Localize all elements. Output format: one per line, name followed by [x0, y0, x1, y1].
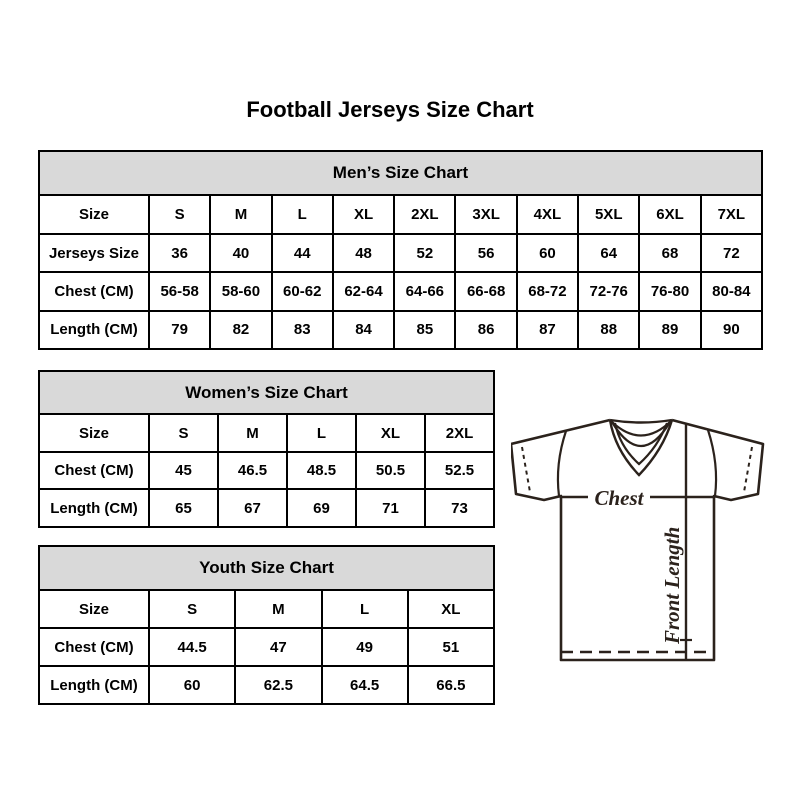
- table-row: [39, 414, 494, 452]
- value-cell: 49: [322, 628, 408, 666]
- value-cell: 2XL: [394, 195, 455, 233]
- value-cell: 72-76: [578, 272, 639, 310]
- jersey-measurement-diagram: [511, 402, 773, 664]
- value-cell: 65: [149, 489, 218, 527]
- value-cell: 64.5: [322, 666, 408, 704]
- value-cell: M: [235, 590, 321, 628]
- row-label-cell: Size: [39, 590, 149, 628]
- value-cell: 45: [149, 452, 218, 490]
- right-armhole-seam: [708, 430, 716, 496]
- table-row: [39, 195, 762, 233]
- mens-table-grid: [38, 150, 763, 350]
- row-label-cell: Chest (CM): [39, 628, 149, 666]
- value-cell: 2XL: [425, 414, 494, 452]
- table-header-row: [39, 151, 762, 195]
- value-cell: 4XL: [517, 195, 578, 233]
- table-row: [39, 590, 494, 628]
- value-cell: 64-66: [394, 272, 455, 310]
- table-row: [39, 489, 494, 527]
- value-cell: 46.5: [218, 452, 287, 490]
- value-cell: 86: [455, 311, 516, 349]
- value-cell: 85: [394, 311, 455, 349]
- value-cell: 69: [287, 489, 356, 527]
- value-cell: 58-60: [210, 272, 271, 310]
- value-cell: 7XL: [701, 195, 762, 233]
- value-cell: 87: [517, 311, 578, 349]
- value-cell: M: [218, 414, 287, 452]
- value-cell: 50.5: [356, 452, 425, 490]
- value-cell: 62-64: [333, 272, 394, 310]
- value-cell: 47: [235, 628, 321, 666]
- table-row: [39, 311, 762, 349]
- row-label-cell: Chest (CM): [39, 452, 149, 490]
- jersey-body-outline: [511, 420, 763, 660]
- youth-table-grid: [38, 545, 495, 705]
- value-cell: 68: [639, 234, 700, 272]
- front-length-label: Front Length: [660, 526, 684, 644]
- value-cell: 79: [149, 311, 210, 349]
- value-cell: 5XL: [578, 195, 639, 233]
- table-row: [39, 234, 762, 272]
- value-cell: XL: [356, 414, 425, 452]
- row-label-cell: Length (CM): [39, 489, 149, 527]
- page-title: Football Jerseys Size Chart: [246, 97, 534, 122]
- value-cell: 56: [455, 234, 516, 272]
- value-cell: 66.5: [408, 666, 494, 704]
- row-label-cell: Length (CM): [39, 311, 149, 349]
- value-cell: 64: [578, 234, 639, 272]
- value-cell: 71: [356, 489, 425, 527]
- value-cell: S: [149, 414, 218, 452]
- value-cell: 44.5: [149, 628, 235, 666]
- row-label-cell: Length (CM): [39, 666, 149, 704]
- value-cell: 51: [408, 628, 494, 666]
- value-cell: 80-84: [701, 272, 762, 310]
- value-cell: 48: [333, 234, 394, 272]
- row-label-cell: Chest (CM): [39, 272, 149, 310]
- value-cell: XL: [333, 195, 394, 233]
- row-label-cell: Jerseys Size: [39, 234, 149, 272]
- value-cell: 66-68: [455, 272, 516, 310]
- value-cell: L: [322, 590, 408, 628]
- mens-table-title: Men’s Size Chart: [39, 151, 762, 195]
- table-row: [39, 666, 494, 704]
- value-cell: 48.5: [287, 452, 356, 490]
- row-label-cell: Size: [39, 195, 149, 233]
- value-cell: 84: [333, 311, 394, 349]
- table-header-row: [39, 371, 494, 414]
- value-cell: 60: [149, 666, 235, 704]
- table-row: [39, 272, 762, 310]
- table-header-row: [39, 546, 494, 590]
- value-cell: 89: [639, 311, 700, 349]
- womens-table-grid: [38, 370, 495, 528]
- womens-table-title: Women’s Size Chart: [39, 371, 494, 414]
- value-cell: 68-72: [517, 272, 578, 310]
- value-cell: 40: [210, 234, 271, 272]
- value-cell: 36: [149, 234, 210, 272]
- value-cell: 62.5: [235, 666, 321, 704]
- value-cell: S: [149, 195, 210, 233]
- value-cell: 52: [394, 234, 455, 272]
- value-cell: 73: [425, 489, 494, 527]
- youth-size-table: [38, 545, 495, 705]
- value-cell: L: [272, 195, 333, 233]
- mens-size-table: [38, 150, 763, 350]
- left-sleeve-dashed-line: [522, 447, 530, 492]
- value-cell: 82: [210, 311, 271, 349]
- value-cell: 88: [578, 311, 639, 349]
- value-cell: S: [149, 590, 235, 628]
- value-cell: 60-62: [272, 272, 333, 310]
- value-cell: 76-80: [639, 272, 700, 310]
- womens-size-table: [38, 370, 495, 528]
- table-row: [39, 452, 494, 490]
- row-label-cell: Size: [39, 414, 149, 452]
- value-cell: 6XL: [639, 195, 700, 233]
- left-armhole-seam: [558, 431, 566, 496]
- collar-top-line: [610, 420, 672, 423]
- value-cell: 3XL: [455, 195, 516, 233]
- value-cell: 56-58: [149, 272, 210, 310]
- youth-table-title: Youth Size Chart: [39, 546, 494, 590]
- value-cell: 83: [272, 311, 333, 349]
- value-cell: 90: [701, 311, 762, 349]
- value-cell: 52.5: [425, 452, 494, 490]
- jersey-svg: [511, 402, 773, 664]
- chest-label: Chest: [594, 486, 644, 510]
- value-cell: 60: [517, 234, 578, 272]
- value-cell: 44: [272, 234, 333, 272]
- value-cell: XL: [408, 590, 494, 628]
- value-cell: L: [287, 414, 356, 452]
- value-cell: 72: [701, 234, 762, 272]
- table-row: [39, 628, 494, 666]
- value-cell: 67: [218, 489, 287, 527]
- value-cell: M: [210, 195, 271, 233]
- right-sleeve-dashed-line: [744, 447, 752, 492]
